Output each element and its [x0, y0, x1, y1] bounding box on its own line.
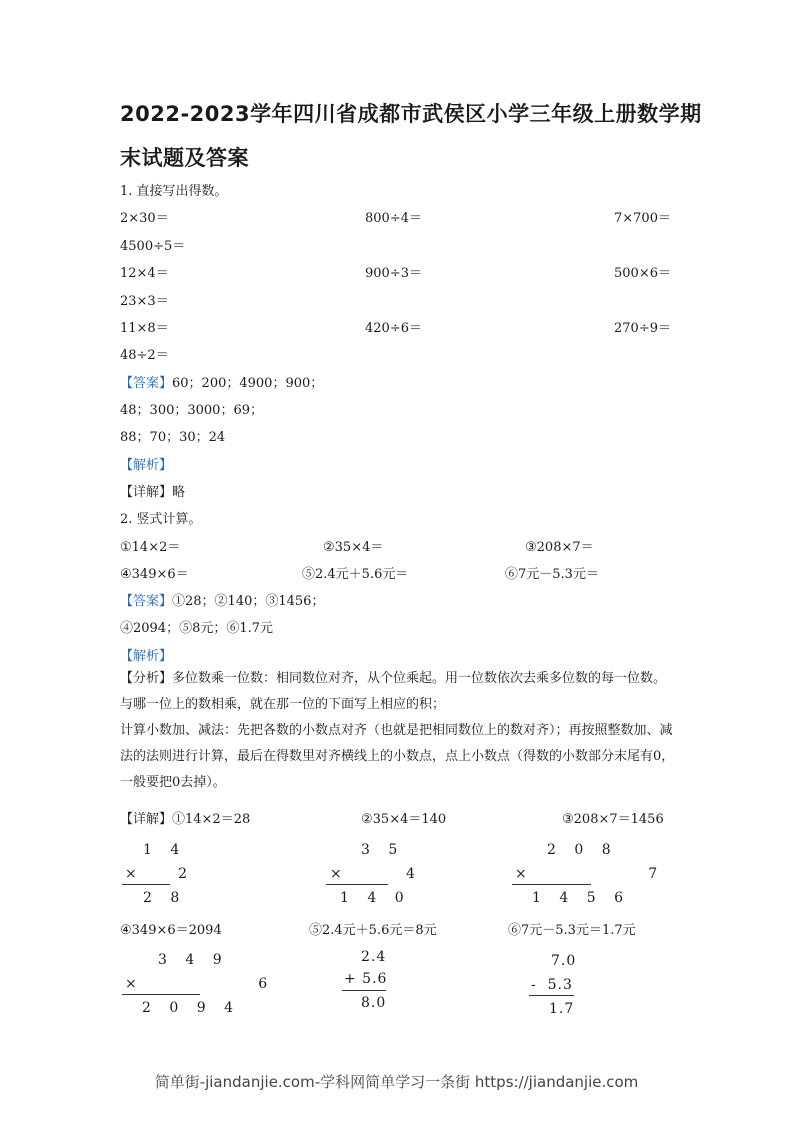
q2-item: ④349×6＝	[120, 567, 189, 582]
calc-line: 7.0	[551, 953, 577, 969]
calc-line: × 2	[125, 866, 194, 882]
q2-detail-item: ④349×6＝2094	[120, 923, 222, 938]
document-title-line-1: 2022-2023学年四川省成都市武侯区小学三年级上册数学期	[120, 102, 702, 126]
q1-answer-line-3: 88；70；30；24	[120, 430, 226, 445]
q2-item: ①14×2＝	[120, 540, 181, 555]
calc-line: 1.7	[549, 1001, 575, 1017]
calc-line: × 7	[515, 866, 665, 882]
q1-item: 11×8＝	[120, 321, 169, 336]
q2-analysis-paragraph-2: 计算小数加、减法：先把各数的小数点对齐（也就是把相同数位上的数对齐）；再按照整数加、减法的法则进行计算，最后在得数里对齐横线上的小数点，点上小数点（得数的小数部分末尾有0，一般要把0去掉）。	[120, 723, 675, 790]
answer-text: 60；200；4900；900；	[172, 376, 324, 391]
calc-line: 2 0 8	[547, 842, 618, 858]
q2-item: ②35×4＝	[323, 540, 384, 555]
q2-detail-item: ③208×7＝1456	[562, 812, 664, 827]
calc-line: 2 8	[143, 890, 187, 906]
q2-detail-item: 【详解】①14×2＝28	[120, 812, 251, 827]
answer-tag: 【答案】	[120, 376, 173, 391]
answer-text: ①28；②140；③1456；	[172, 594, 325, 609]
document-title-line-2: 末试题及答案	[120, 146, 249, 170]
answer-tag: 【答案】	[120, 594, 173, 609]
calc-rule	[529, 995, 574, 996]
calc-line: 1 4	[143, 842, 187, 858]
calc-line: 3 4 9	[158, 952, 229, 968]
calc-line: 1 4 0	[340, 890, 411, 906]
calc-line: + 5.6	[344, 971, 388, 987]
q1-item: 270÷9＝	[614, 321, 671, 336]
q1-heading: 1. 直接写出得数。	[120, 184, 228, 199]
q1-item: 500×6＝	[614, 266, 671, 281]
calc-line: 1 4 5 6	[532, 890, 630, 906]
q1-analysis-tag: 【解析】	[120, 458, 173, 473]
q2-heading: 2. 竖式计算。	[120, 512, 202, 527]
calc-rule	[122, 994, 200, 995]
q1-item: 48÷2＝	[120, 348, 169, 363]
calc-rule	[326, 884, 388, 885]
q1-item: 900÷3＝	[365, 266, 422, 281]
q1-answer-line-2: 48；300；3000；69；	[120, 403, 263, 418]
q2-detail-item: ⑤2.4元＋5.6元＝8元	[309, 923, 437, 938]
q2-item: ⑤2.4元＋5.6元＝	[302, 567, 409, 582]
calc-line: 8.0	[361, 995, 387, 1011]
q2-analysis-paragraph-1: 【分析】多位数乘一位数：相同数位对齐，从个位乘起。用一位数依次去乘多位数的每一位数。与哪一位上的数相乘，就在那一位的下面写上相应的积；	[120, 671, 667, 712]
q1-item: 4500÷5＝	[120, 239, 186, 254]
calc-line: × 6	[125, 976, 275, 992]
q2-item: ⑥7元－5.3元＝	[505, 567, 599, 582]
q1-item: 23×3＝	[120, 294, 169, 309]
calc-line: 2.4	[361, 949, 387, 965]
q1-item: 7×700＝	[614, 211, 671, 226]
q2-detail-item: ②35×4＝140	[361, 812, 447, 827]
q2-analysis-tag: 【解析】	[120, 649, 173, 664]
q1-answer-line-1	[120, 372, 323, 391]
q1-detail: 【详解】略	[120, 485, 186, 500]
q2-detail-item: ⑥7元－5.3元＝1.7元	[508, 923, 636, 938]
page-footer: 简单街-jiandanjie.com-学科网简单学习一条街 https://jiandanjie.com	[154, 1073, 639, 1091]
q2-item: ③208×7＝	[525, 540, 594, 555]
calc-line: 3 5	[361, 842, 405, 858]
q1-item: 800÷4＝	[365, 211, 422, 226]
calc-rule	[122, 884, 170, 885]
calc-line: × 4	[330, 866, 422, 882]
calc-rule	[512, 884, 591, 885]
q2-answer-line-2: ④2094；⑤8元；⑥1.7元	[120, 621, 274, 636]
q1-item: 2×30＝	[120, 211, 169, 226]
q2-answer-line-1	[120, 590, 324, 609]
calc-rule	[342, 990, 386, 991]
q1-item: 420÷6＝	[365, 321, 422, 336]
calc-line: 2 0 9 4	[142, 1000, 240, 1016]
q1-item: 12×4＝	[120, 266, 169, 281]
calc-line: - 5.3	[531, 977, 573, 993]
